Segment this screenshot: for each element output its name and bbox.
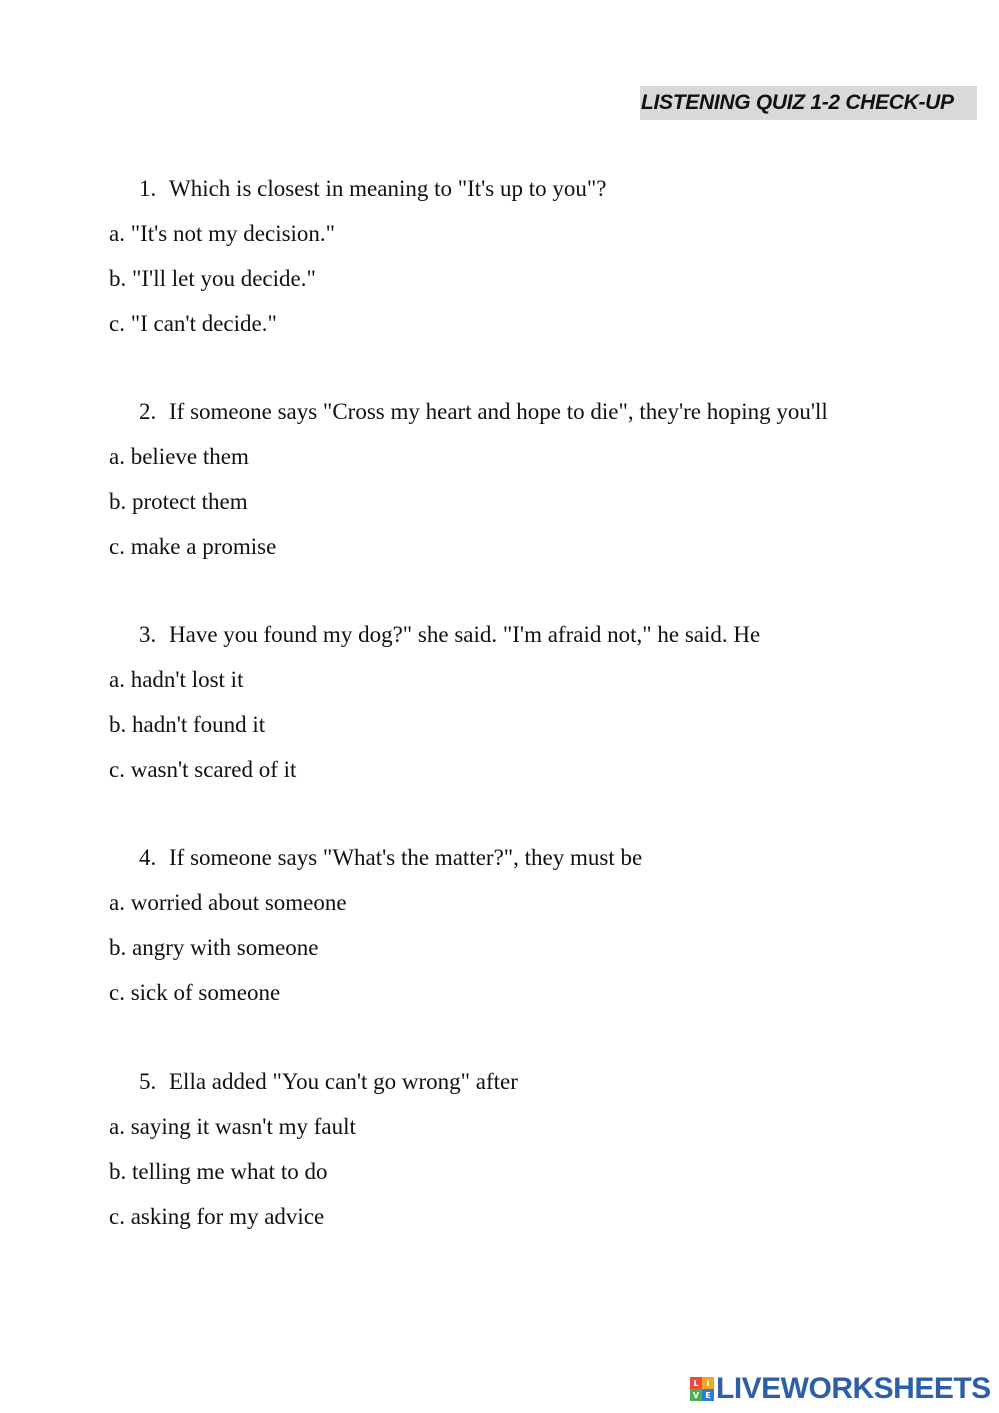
question-number: 5. (139, 1069, 157, 1094)
question-number: 3. (139, 622, 157, 647)
question-text: If someone says "Cross my heart and hope to die", they're hoping you'll (169, 399, 828, 424)
option-b[interactable]: b. angry with someone (109, 935, 319, 960)
option-a[interactable]: a. hadn't lost it (109, 667, 244, 692)
question-stem (139, 620, 760, 650)
option-b[interactable]: b. protect them (109, 489, 248, 514)
option-c[interactable]: c. wasn't scared of it (109, 757, 297, 782)
question-text: Ella added "You can't go wrong" after (169, 1069, 518, 1094)
logo-mark-icon (690, 1377, 714, 1401)
question-text: Which is closest in meaning to "It's up to you"? (169, 176, 607, 201)
option-c[interactable]: c. make a promise (109, 534, 277, 559)
question-stem (139, 397, 828, 427)
option-a[interactable]: a. worried about someone (109, 890, 347, 915)
logo-mark-letter: V (690, 1389, 702, 1401)
option-a[interactable]: a. believe them (109, 444, 249, 469)
question-number: 2. (139, 399, 157, 424)
question-number: 1. (139, 176, 157, 201)
question-stem (139, 843, 642, 873)
option-b[interactable]: b. telling me what to do (109, 1159, 328, 1184)
logo-text: LIVEWORKSHEETS (716, 1372, 991, 1405)
option-c[interactable]: c. sick of someone (109, 980, 281, 1005)
logo-mark-letter: E (702, 1389, 714, 1401)
question-text: Have you found my dog?" she said. "I'm afraid not," he said. He (169, 622, 761, 647)
option-a[interactable]: a. "It's not my decision." (109, 221, 336, 246)
option-c[interactable]: c. asking for my advice (109, 1204, 325, 1229)
liveworksheets-logo (690, 1371, 991, 1407)
question-stem (139, 1067, 518, 1097)
question-text: If someone says "What's the matter?", they must be (169, 845, 643, 870)
logo-mark-letter: I (702, 1377, 714, 1389)
option-b[interactable]: b. hadn't found it (109, 712, 266, 737)
option-c[interactable]: c. "I can't decide." (109, 311, 277, 336)
question-number: 4. (139, 845, 157, 870)
document-title: LISTENING QUIZ 1-2 CHECK-UP (640, 86, 977, 120)
option-a[interactable]: a. saying it wasn't my fault (109, 1114, 356, 1139)
logo-mark-letter: L (690, 1377, 702, 1389)
question-stem (139, 174, 607, 204)
option-b[interactable]: b. "I'll let you decide." (109, 266, 316, 291)
